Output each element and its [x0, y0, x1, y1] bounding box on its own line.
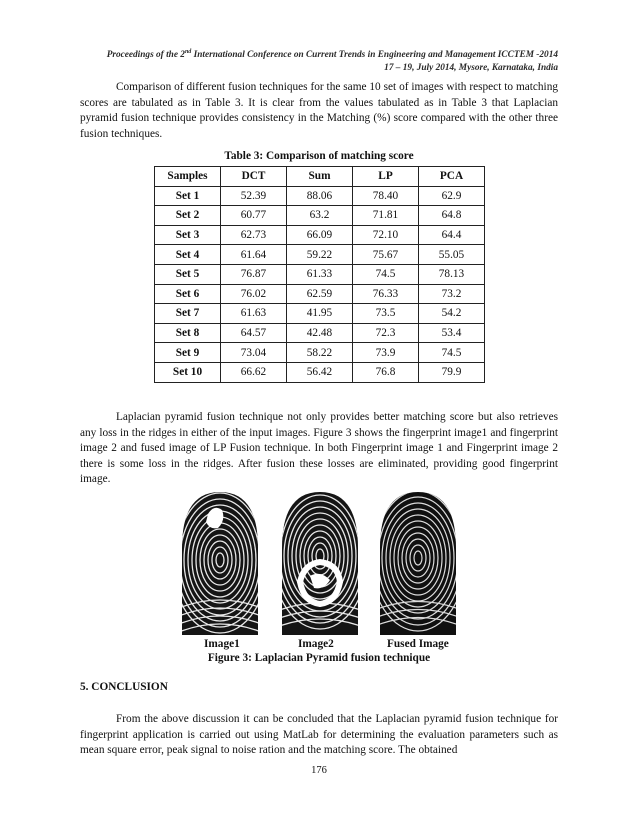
figure-label-image1: Image1	[204, 638, 240, 650]
header-line-2: 17 – 19, July 2014, Mysore, Karnataka, India	[384, 63, 558, 74]
row-header-cell: Set 5	[155, 264, 221, 284]
table-cell: 61.64	[221, 245, 287, 265]
table-cell: 59.22	[287, 245, 353, 265]
table-cell: 73.9	[353, 343, 419, 363]
table-cell: 73.5	[353, 304, 419, 324]
fingerprint-image-2	[274, 490, 366, 635]
figure-labels	[0, 638, 638, 652]
table-cell: 76.02	[221, 284, 287, 304]
row-header-cell: Set 6	[155, 284, 221, 304]
table-cell: 74.5	[353, 264, 419, 284]
table-cell: 66.09	[287, 225, 353, 245]
table-row	[155, 284, 485, 304]
table-cell: 42.48	[287, 323, 353, 343]
row-header-cell: Set 1	[155, 186, 221, 206]
table-cell: 79.9	[419, 362, 485, 382]
table-cell: 56.42	[287, 362, 353, 382]
table-row	[155, 206, 485, 226]
table-cell: 75.67	[353, 245, 419, 265]
table-header-row	[155, 167, 485, 187]
table-cell: 63.2	[287, 206, 353, 226]
table-cell: 41.95	[287, 304, 353, 324]
table-cell: 71.81	[353, 206, 419, 226]
header-line-1: Proceedings of the 2nd International Conference on Current Trends in Engineering and Management ICCTEM -2014	[106, 49, 558, 61]
row-header-cell: Set 9	[155, 343, 221, 363]
table-cell: 73.2	[419, 284, 485, 304]
table-cell: 58.22	[287, 343, 353, 363]
table-cell: 76.8	[353, 362, 419, 382]
table-cell: 72.3	[353, 323, 419, 343]
table-row	[155, 343, 485, 363]
table-body	[155, 186, 485, 382]
fingerprint-fused-image	[372, 490, 464, 635]
column-header: PCA	[419, 167, 485, 187]
matching-score-table	[154, 166, 485, 383]
table-row	[155, 362, 485, 382]
figure-caption: Figure 3: Laplacian Pyramid fusion technique	[207, 652, 431, 664]
table-row	[155, 323, 485, 343]
table-cell: 53.4	[419, 323, 485, 343]
table-cell: 78.13	[419, 264, 485, 284]
figure-label-image2: Image2	[298, 638, 334, 650]
table-cell: 73.04	[221, 343, 287, 363]
conclusion-paragraph: From the above discussion it can be concluded that the Laplacian pyramid fusion technique for fingerprint application is carried out using MatLab for determining the evaluation parameters such as mean square error, peak signal to noise ration and the matching score. The obtained	[80, 713, 558, 756]
discussion-paragraph: Laplacian pyramid fusion technique not only provides better matching score but also retrieves any loss in the ridges in either of the input images. Figure 3 shows the fingerprint image1 and fingerprint image 2 and fused image of LP Fusion technique. In both Fingerprint image 1 and Fingerprint image 2 there is some loss in the ridges. After fusion these losses are eliminated, providing good fingerprint image.	[80, 411, 558, 485]
table-cell: 61.33	[287, 264, 353, 284]
section-heading: 5. CONCLUSION	[80, 681, 168, 693]
row-header-cell: Set 2	[155, 206, 221, 226]
column-header: DCT	[221, 167, 287, 187]
table-cell: 64.57	[221, 323, 287, 343]
table-row	[155, 245, 485, 265]
intro-paragraph: Comparison of different fusion techniques for the same 10 set of images with respect to matching scores are tabulated as in Table 3. It is clear from the values tabulated as in Table 3 that Laplacian pyramid fusion technique provides consistency in the Matching (%) score compared with the other three fusion techniques.	[80, 81, 558, 140]
table-row	[155, 304, 485, 324]
table-caption: Table 3: Comparison of matching score	[224, 150, 414, 162]
table-cell: 52.39	[221, 186, 287, 206]
table-cell: 72.10	[353, 225, 419, 245]
row-header-cell: Set 7	[155, 304, 221, 324]
table-cell: 60.77	[221, 206, 287, 226]
row-header-cell: Set 4	[155, 245, 221, 265]
table-cell: 66.62	[221, 362, 287, 382]
table-cell: 62.9	[419, 186, 485, 206]
page-number: 176	[311, 765, 327, 776]
table-cell: 62.59	[287, 284, 353, 304]
fingerprint-figure	[174, 490, 464, 635]
column-header: Samples	[155, 167, 221, 187]
row-header-cell: Set 8	[155, 323, 221, 343]
column-header: Sum	[287, 167, 353, 187]
figure-label-fused-image: Fused Image	[387, 638, 449, 650]
row-header-cell: Set 3	[155, 225, 221, 245]
row-header-cell: Set 10	[155, 362, 221, 382]
table-cell: 64.4	[419, 225, 485, 245]
table-row	[155, 264, 485, 284]
table-cell: 55.05	[419, 245, 485, 265]
table-row	[155, 186, 485, 206]
table-cell: 64.8	[419, 206, 485, 226]
table-cell: 76.33	[353, 284, 419, 304]
running-header	[78, 46, 558, 75]
fingerprint-image-1	[174, 490, 266, 635]
column-header: LP	[353, 167, 419, 187]
table-cell: 74.5	[419, 343, 485, 363]
table-cell: 61.63	[221, 304, 287, 324]
table-row	[155, 225, 485, 245]
table-cell: 78.40	[353, 186, 419, 206]
table-cell: 54.2	[419, 304, 485, 324]
table-cell: 88.06	[287, 186, 353, 206]
table-cell: 76.87	[221, 264, 287, 284]
table-cell: 62.73	[221, 225, 287, 245]
